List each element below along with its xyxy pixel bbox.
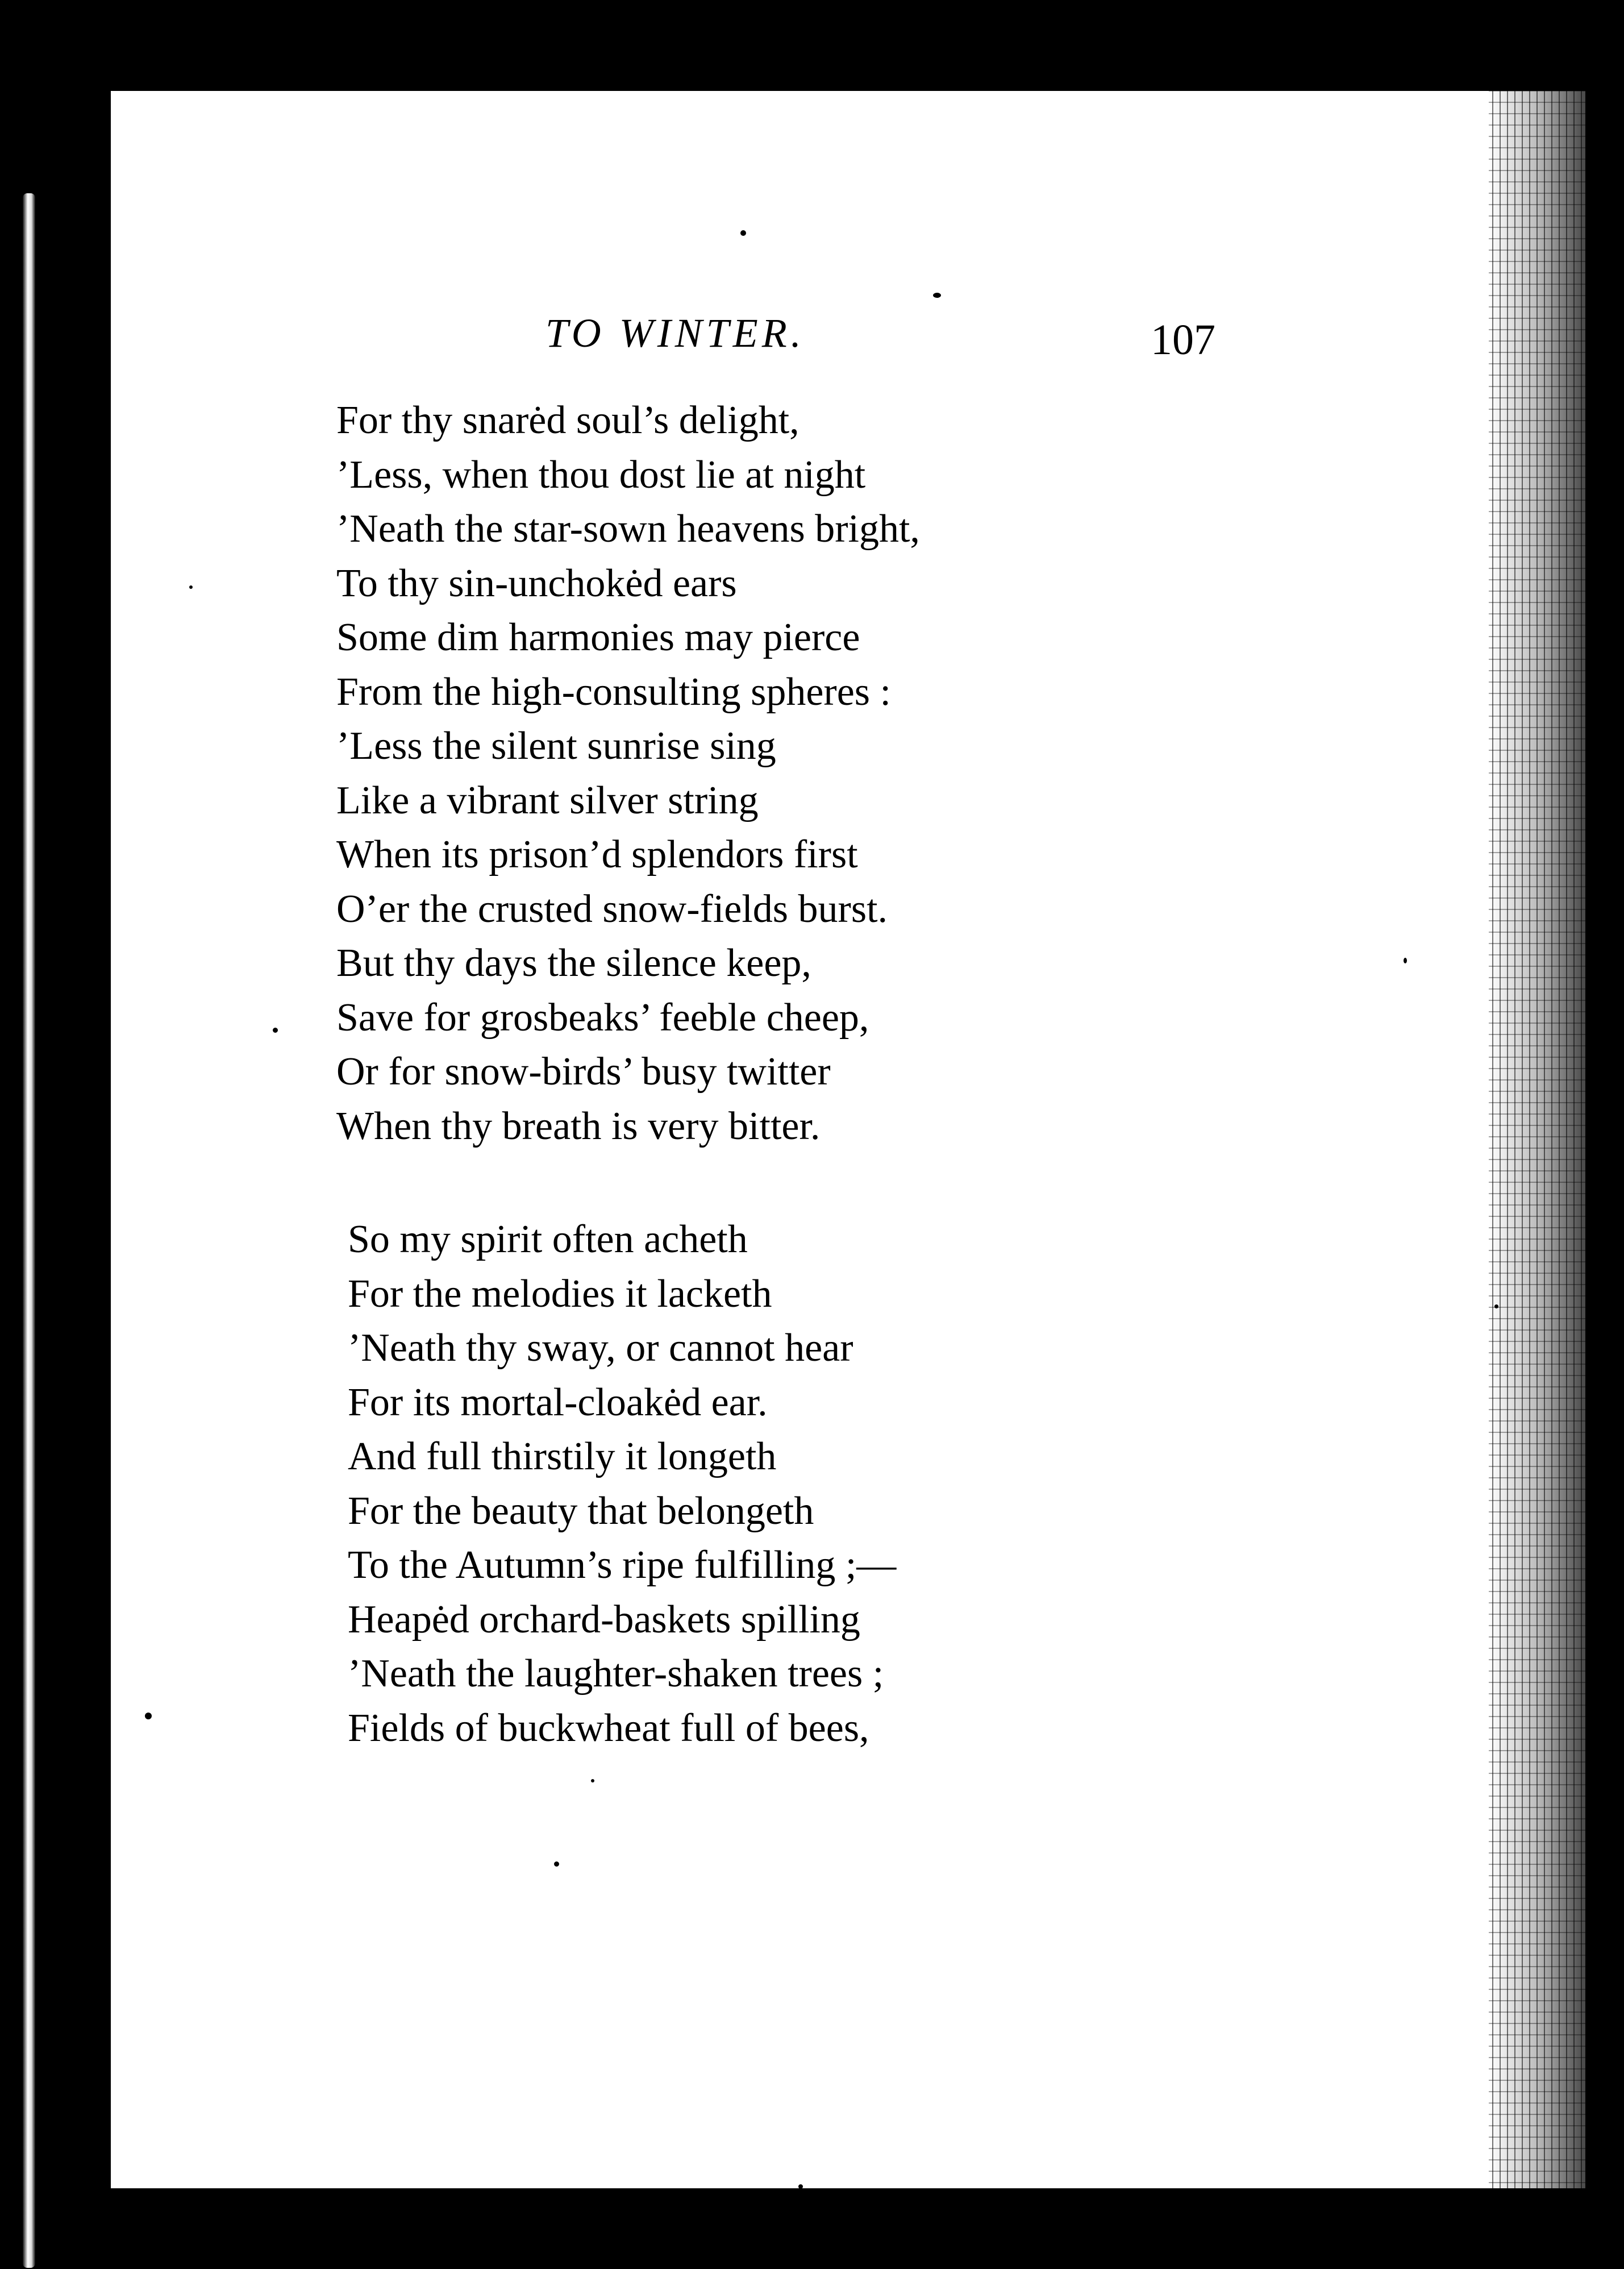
poem-line: Some dim harmonies may pierce (336, 616, 860, 659)
poem-line: O’er the crusted snow-fields burst. (336, 887, 888, 931)
poem-line: To thy sin-unchokėd ears (336, 561, 737, 605)
poem-line: Like a vibrant silver string (336, 778, 759, 822)
poem-line: For the melodies it lacketh (348, 1271, 772, 1316)
poem-line: Save for grosbeaks’ feeble cheep, (336, 995, 869, 1040)
binding-highlight (23, 193, 35, 2268)
poem-line: To the Autumn’s ripe fulfilling ;— (348, 1543, 897, 1587)
dust-speck (189, 585, 193, 589)
dust-speck (798, 2184, 803, 2189)
stanza-1 (336, 393, 920, 1153)
page-number: 107 (1151, 316, 1215, 364)
poem-line: When thy breath is very bitter. (336, 1104, 821, 1148)
dust-speck (1494, 1304, 1498, 1308)
dust-speck (145, 1713, 152, 1719)
poem-line: ’Neath the star-sown heavens bright, (336, 507, 920, 551)
poem-line: Heapėd orchard-baskets spilling (348, 1597, 860, 1642)
dust-speck (591, 1779, 594, 1782)
poem-line: For its mortal-cloakėd ear. (348, 1380, 768, 1424)
poem-line: When its prison’d splendors first (336, 833, 858, 876)
poem-line: ’Less, when thou dost lie at night (336, 452, 866, 497)
poem-line: ’Neath thy sway, or cannot hear (348, 1326, 853, 1370)
dust-speck (740, 230, 746, 236)
poem-line: Or for snow-birds’ busy twitter (336, 1050, 831, 1094)
dust-speck (273, 1028, 278, 1033)
poem-line: ’Neath the laughter-shaken trees ; (348, 1652, 884, 1695)
scan-border-right (1585, 91, 1624, 2188)
book-binding-edge (0, 91, 111, 2188)
poem-line: And full thirstily it longeth (348, 1435, 777, 1478)
dust-speck (933, 293, 941, 298)
dust-speck (1404, 958, 1407, 963)
running-title: TO WINTER. (546, 310, 805, 356)
poem-line: From the high-consulting spheres : (336, 670, 892, 714)
poem-line: But thy days the silence keep, (336, 941, 811, 985)
poem-line: So my spirit often acheth (348, 1217, 748, 1261)
poem-line: Fields of buckwheat full of bees, (348, 1706, 869, 1750)
poem-line: For thy snarėd soul’s delight, (336, 398, 799, 442)
poem-line: For the beauty that belongeth (348, 1489, 814, 1533)
dust-speck (554, 1861, 559, 1867)
stanza-2 (348, 1212, 896, 1755)
poem-line: ’Less the silent sunrise sing (336, 724, 776, 768)
